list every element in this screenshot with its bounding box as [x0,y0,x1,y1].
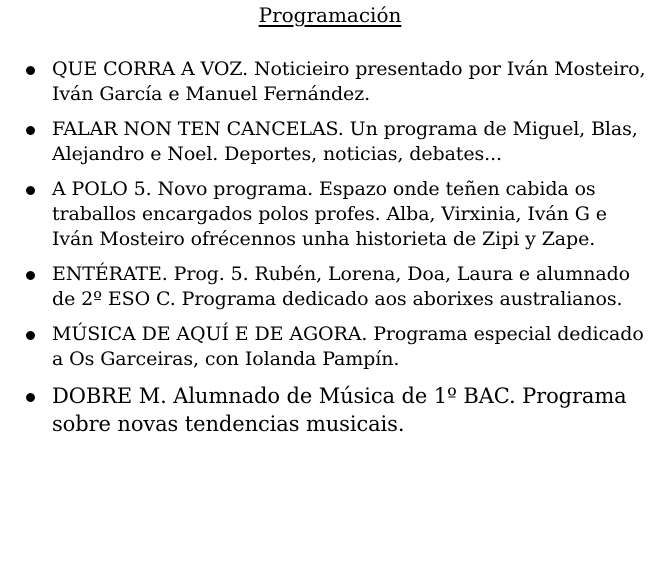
bullet-icon [26,186,35,195]
list-item-text: MÚSICA DE AQUÍ E DE AGORA. Programa especial dedicado a Os Garceiras, con Iolanda Pampín. [52,323,644,370]
bullet-icon [26,393,35,402]
list-item-text: ENTÉRATE. Prog. 5. Rubén, Lorena, Doa, Laura e alumnado de 2º ESO C. Programa dedicado aos aborixes australianos. [52,263,630,310]
list-item [0,322,660,372]
list-item-text: FALAR NON TEN CANCELAS. Un programa de Miguel, Blas, Alejandro e Noel. Deportes, noticias, debates... [52,118,638,165]
bullet-icon [26,126,35,135]
page-title: Programación [258,3,402,27]
list-item [0,57,660,107]
bullet-icon [26,271,35,280]
list-item [0,382,660,438]
bullet-icon [26,66,35,75]
list-item-text: A POLO 5. Novo programa. Espazo onde teñen cabida os traballos encargados polos profes. Alba, Virxinia, Iván G e Iván Mosteiro ofrécennos unha historieta de Zipi y Zape. [52,178,607,250]
list-item-text: DOBRE M. Alumnado de Música de 1º BAC. Programa sobre novas tendencias musicais. [52,384,627,436]
bullet-icon [26,331,35,340]
list-item [0,177,660,252]
list-item-text: QUE CORRA A VOZ. Noticieiro presentado por Iván Mosteiro, Iván García e Manuel Fernández. [52,58,646,105]
program-list [0,57,660,448]
list-item [0,262,660,312]
list-item [0,117,660,167]
